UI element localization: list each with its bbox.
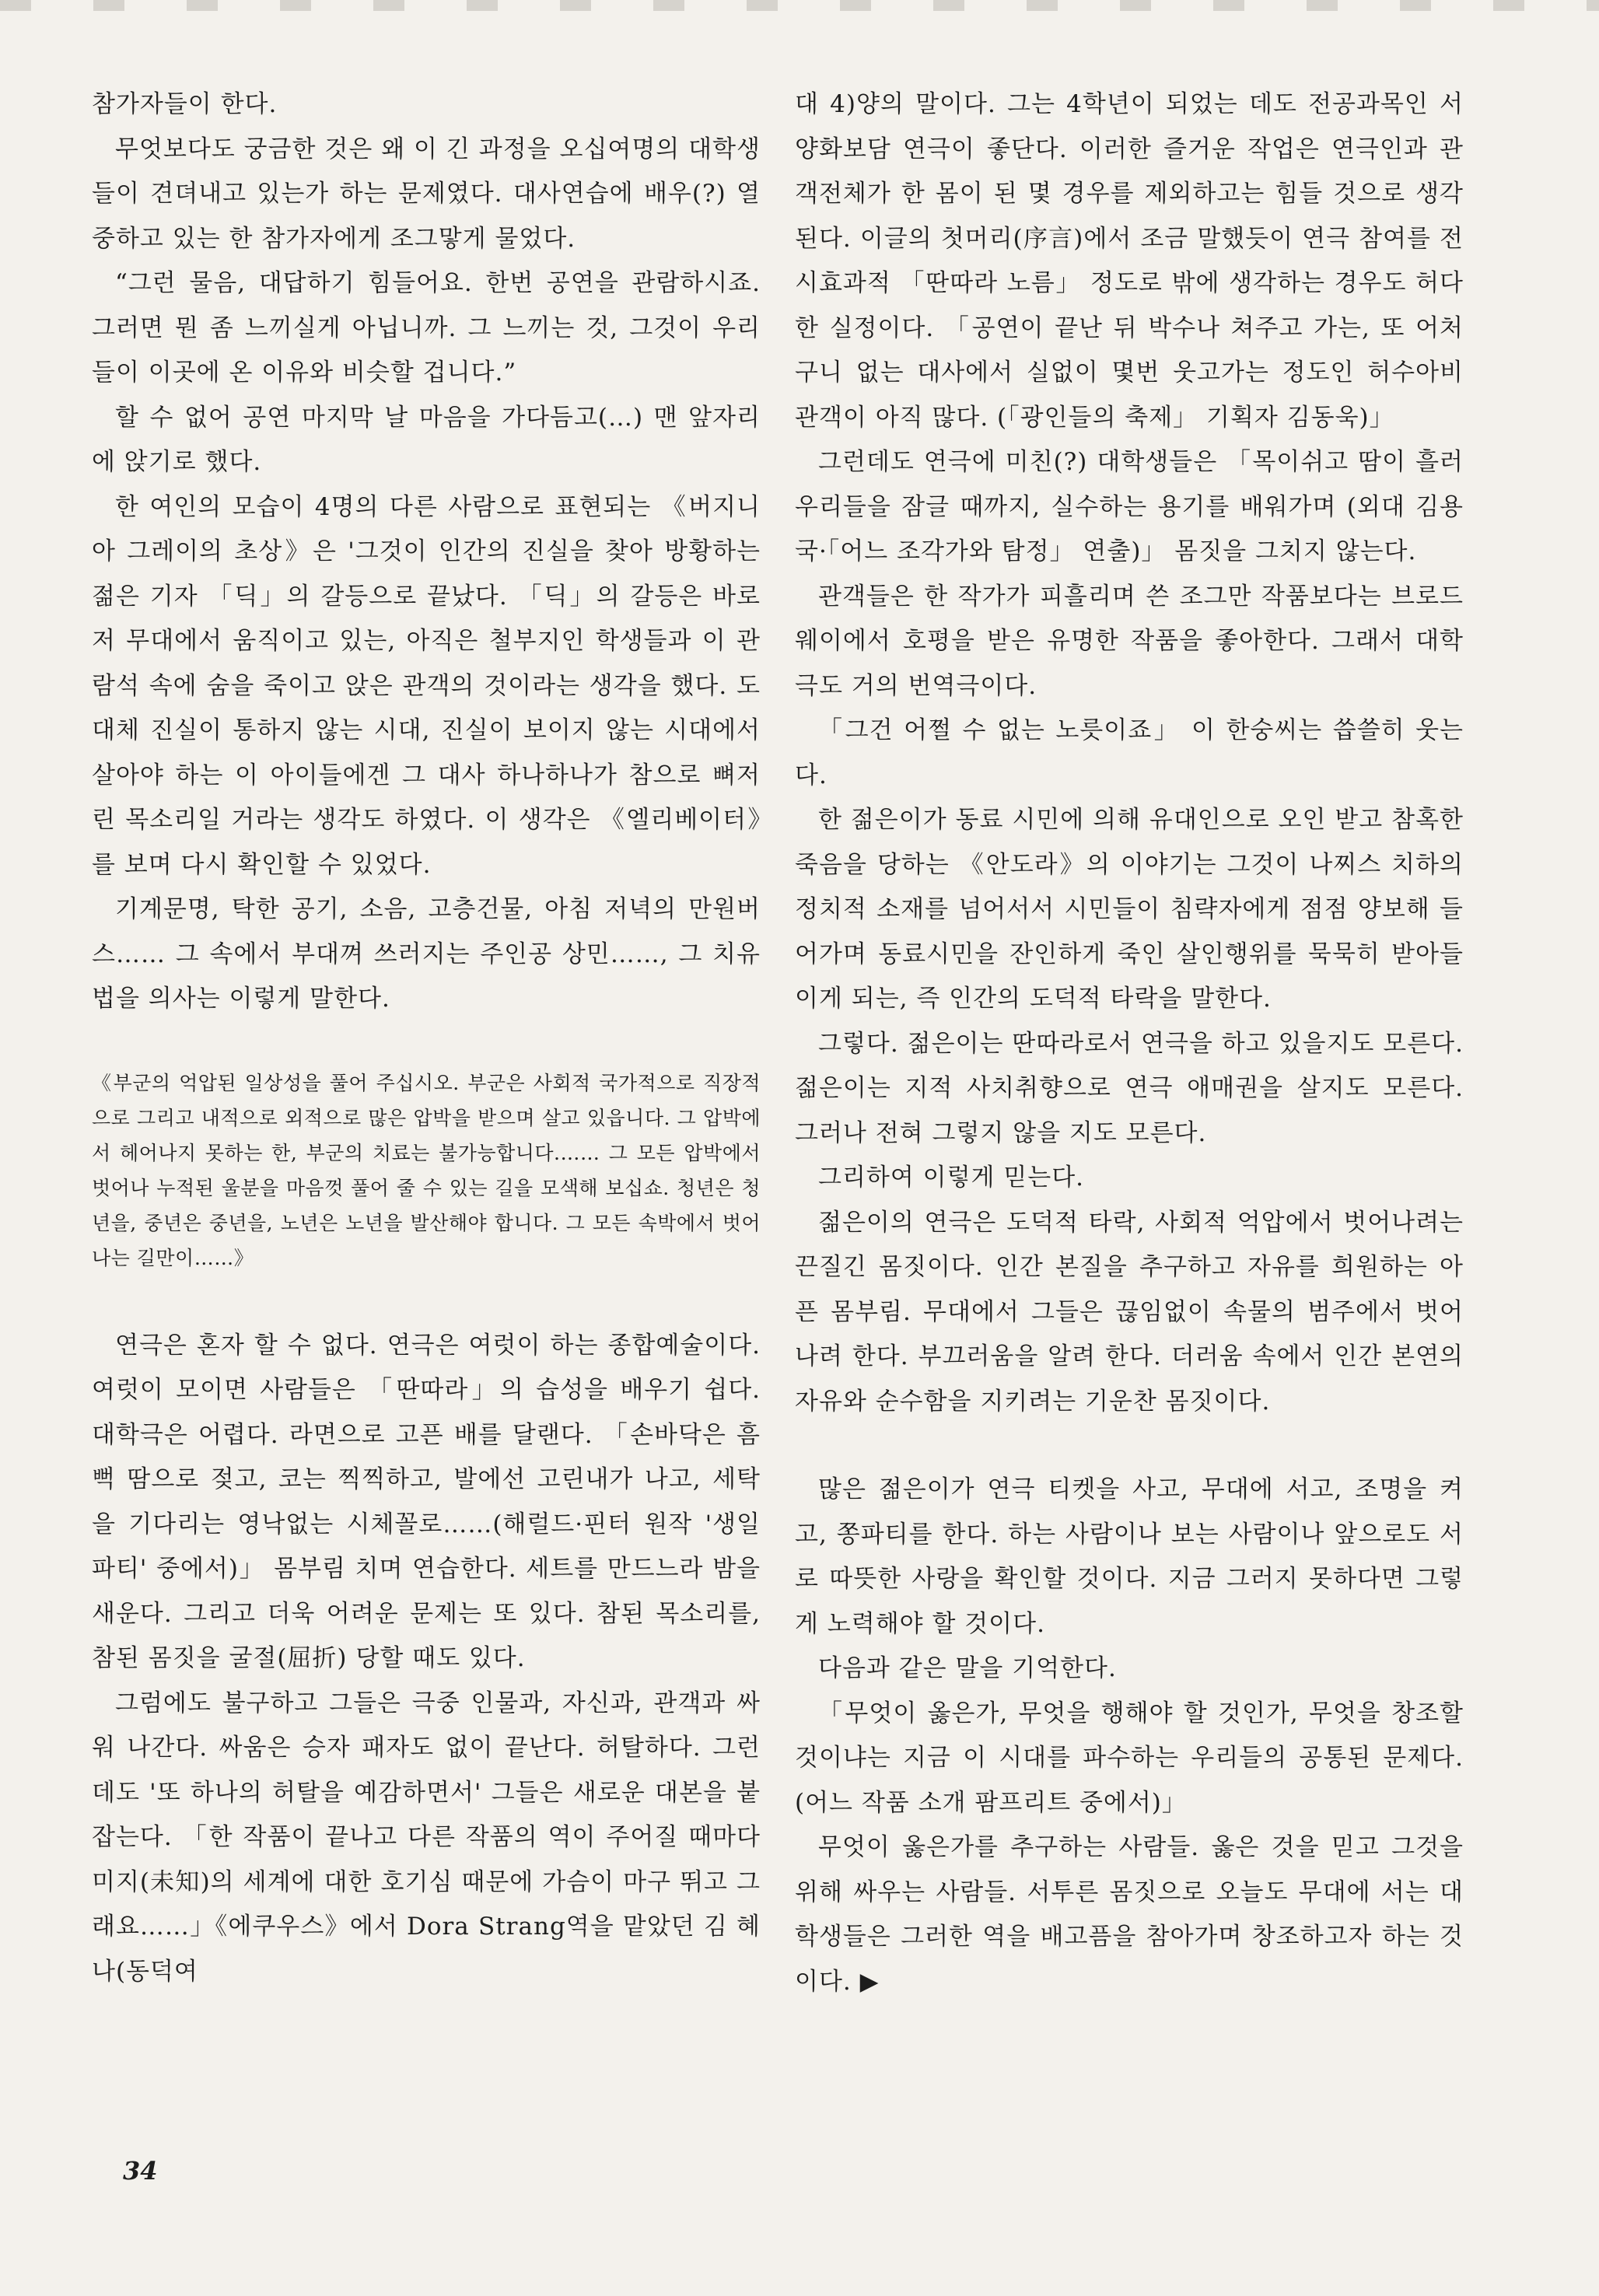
top-edge-marks <box>0 0 1599 11</box>
paragraph: 할 수 없어 공연 마지막 날 마음을 가다듬고(…) 맨 앞자리에 앉기로 했다. <box>92 403 761 476</box>
paragraph: 젊은이의 연극은 도덕적 타락, 사회적 억압에서 벗어나려는 끈질긴 몸짓이다. 인간 본질을 추구하고 자유를 희원하는 아픈 몸부림. 무대에서 그들은 끊임없이 속물의 범주에서 벗어나려 한다. 부끄러움을 알려 한다. 더러움 속에서 인간 본연의 자유와 순수함을 지키려는 기운찬 몸짓이다. <box>795 1208 1464 1416</box>
paragraph: 그렇다. 젊은이는 딴따라로서 연극을 하고 있을지도 모른다. 젊은이는 지적 사치취향으로 연극 애매권을 살지도 모른다. 그러나 전혀 그렇지 않을 지도 모른다. <box>795 1029 1464 1147</box>
paragraph: 참가자들이 한다. <box>92 90 278 118</box>
page-number: 34 <box>123 2156 158 2186</box>
paragraph: “그런 물음, 대답하기 힘들어요. 한번 공연을 관람하시죠. 그러면 뭔 좀 느끼실게 아닙니까. 그 느끼는 것, 그것이 우리들이 이곳에 온 이유와 비슷할 겁니다.” <box>92 269 761 387</box>
paragraph: 한 젊은이가 동료 시민에 의해 유대인으로 오인 받고 참혹한 죽음을 당하는 《안도라》의 이야기는 그것이 나찌스 치하의 정치적 소재를 넘어서서 시민들이 침략자에게 점점 양보해 들어가며 동료시민을 잔인하게 죽인 살인행위를 묵묵히 받아들이게 되는, 즉 인간의 도덕적 타락을 말한다. <box>795 806 1464 1013</box>
quote-text: 《부군의 억압된 일상성을 풀어 주십시오. 부군은 사회적 국가적으로 직장적으로 그리고 내적으로 외적으로 많은 압박을 받으며 살고 있읍니다. 그 압박에서 헤어나지 못하는 한, 부군의 치료는 불가능합니다.…… 그 모든 압박에서 벗어나 누적된 울분을 마음껏 풀어 줄 수 있는 길을 모색해 보십쇼. 청년은 청년을, 중년은 중년을, 노년은 노년을 발산해야 합니다. 그 모든 속박에서 벗어나는 길만이……》 <box>92 1071 761 1269</box>
paragraph: 그럼에도 불구하고 그들은 극중 인물과, 자신과, 관객과 싸워 나간다. 싸움은 승자 패자도 없이 끝난다. 허탈하다. 그런데도 '또 하나의 허탈을 예감하면서' 그들은 새로운 대본을 붙잡는다. 「한 작품이 끝나고 다른 작품의 역이 주어질 때마다 미지(未知)의 세계에 대한 호기심 때문에 가슴이 마구 뛰고 그래요……」《에쿠우스》에서 Dora Strang역을 맡았던 김 혜나(동덕여 <box>92 1689 761 1986</box>
section-gap <box>795 1424 1464 1468</box>
paragraph: 다음과 같은 말을 기억한다. <box>818 1654 1117 1682</box>
paragraph: 관객들은 한 작가가 피흘리며 쓴 조그만 작품보다는 브로드웨이에서 호평을 받은 유명한 작품을 좋아한다. 그래서 대학극도 거의 번역극이다. <box>795 582 1464 700</box>
paragraph: 연극은 혼자 할 수 없다. 연극은 여럿이 하는 종합예술이다. 여럿이 모이면 사람들은 「딴따라」의 습성을 배우기 쉽다. 대학극은 어렵다. 라면으로 고픈 배를 달랜다. 「손바닥은 흠뻑 땀으로 젖고, 코는 찍찍하고, 발에선 고린내가 나고, 세탁을 기다리는 영낙없는 시체꼴로……(해럴드·핀터 원작 '생일파티' 중에서)」 몸부림 치며 연습한다. 세트를 만드느라 밤을 새운다. 그리고 더욱 어려운 문제는 또 있다. 참된 목소리를, 참된 몸짓을 굴절(屈折) 당할 때도 있다. <box>92 1331 761 1672</box>
right-column <box>795 82 1464 2004</box>
paragraph: 무엇이 옳은가를 추구하는 사람들. 옳은 것을 믿고 그것을 위해 싸우는 사람들. 서투른 몸짓으로 오늘도 무대에 서는 대학생들은 그러한 역을 배고픔을 참아가며 창조하고자 하는 것이다. ▶ <box>795 1833 1464 1996</box>
paragraph: 「무엇이 옳은가, 무엇을 행해야 할 것인가, 무엇을 창조할 것이냐는 지금 이 시대를 파수하는 우리들의 공통된 문제다. (어느 작품 소개 팜프리트 중에서)」 <box>795 1699 1464 1817</box>
paragraph: 대 4)양의 말이다. 그는 4학년이 되었는 데도 전공과목인 서양화보담 연극이 좋단다. 이러한 즐거운 작업은 연극인과 관객전체가 한 몸이 된 몇 경우를 제외하고는 힘들 것으로 생각된다. 이글의 첫머리(序言)에서 조금 말했듯이 연극 참여를 전시효과적 「딴따라 노름」 정도로 밖에 생각하는 경우도 허다한 실정이다. 「공연이 끝난 뒤 박수나 쳐주고 가는, 또 어처구니 없는 대사에서 실없이 몇번 웃고가는 정도인 허수아비 관객이 아직 많다. (「광인들의 축제」 기획자 김동욱)」 <box>795 90 1464 432</box>
paragraph: 무엇보다도 궁금한 것은 왜 이 긴 과정을 오십여명의 대학생들이 견뎌내고 있는가 하는 문제였다. 대사연습에 배우(?) 열중하고 있는 한 참가자에게 조그맣게 물었다. <box>92 135 761 253</box>
paragraph: 「그건 어쩔 수 없는 노릇이죠」 이 한숭씨는 씁쓸히 웃는다. <box>795 716 1464 789</box>
paragraph: 기계문명, 탁한 공기, 소음, 고층건물, 아침 저녁의 만원버스…… 그 속에서 부대껴 쓰러지는 주인공 상민……, 그 치유법을 의사는 이렇게 말한다. <box>92 895 761 1013</box>
paragraph: 그리하여 이렇게 믿는다. <box>818 1164 1085 1192</box>
paragraph: 많은 젊은이가 연극 티켓을 사고, 무대에 서고, 조명을 켜고, 쫑파티를 한다. 하는 사람이나 보는 사람이나 앞으로도 서로 따뜻한 사랑을 확인할 것이다. 지금 그러지 못하다면 그렇게 노력해야 할 것이다. <box>795 1475 1464 1638</box>
left-column <box>92 82 761 1994</box>
paragraph: 그런데도 연극에 미친(?) 대학생들은 「목이쉬고 땀이 흘러 우리들을 잠글 때까지, 실수하는 용기를 배워가며 (외대 김용국·「어느 조각가와 탐정」 연출)」 몸짓을 그치지 않는다. <box>795 448 1464 565</box>
paragraph: 한 여인의 모습이 4명의 다른 사람으로 표현되는 《버지니아 그레이의 초상》은 '그것이 인간의 진실을 찾아 방황하는 젊은 기자 「딕」의 갈등으로 끝났다. 「딕」의 갈등은 바로 저 무대에서 움직이고 있는, 아직은 철부지인 학생들과 이 관람석 속에 숨을 죽이고 앉은 관객의 것이라는 생각을 했다. 도대체 진실이 통하지 않는 시대, 진실이 보이지 않는 시대에서 살아야 하는 이 아이들에겐 그 대사 하나하나가 참으로 뼈저린 목소리일 거라는 생각도 하였다. 이 생각은 《엘리베이터》를 보며 다시 확인할 수 있었다. <box>92 492 761 879</box>
doctor-quote <box>92 1066 761 1276</box>
